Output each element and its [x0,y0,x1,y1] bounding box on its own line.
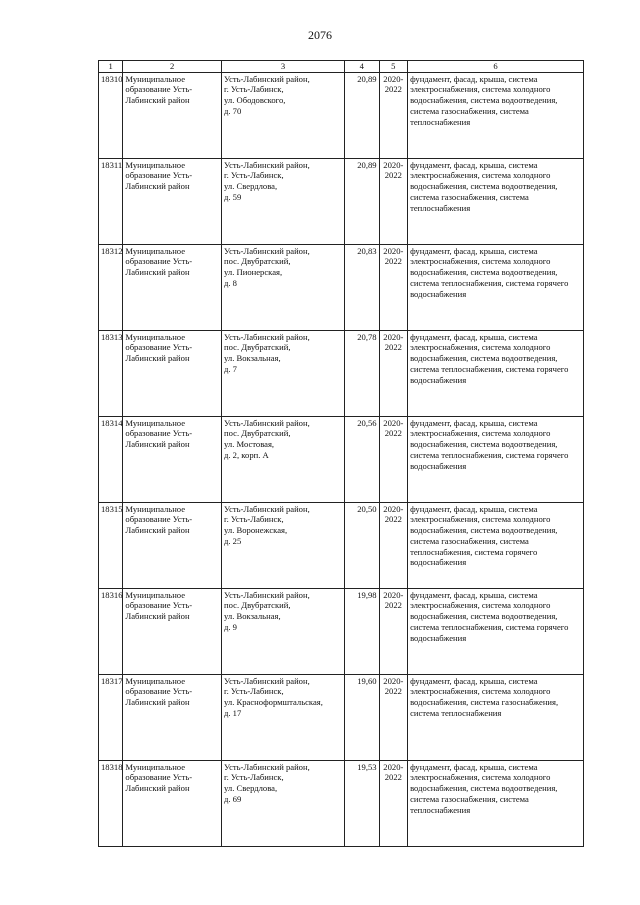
municipality-cell: Муниципальное образование Усть-Лабинский район [123,244,222,330]
address-line: Усть-Лабинский район, [224,589,310,600]
area-cell: 19,53 [345,760,380,846]
column-header-6: 6 [408,61,584,73]
row-number: 18317 [99,674,123,760]
address-line: г. Усть-Лабинск, [224,772,284,783]
address-line: д. 69 [224,793,242,804]
address-line: г. Усть-Лабинск, [224,686,284,697]
address-line: Усть-Лабинский район, [224,417,310,428]
address-line: Усть-Лабинский район, [224,159,310,170]
works-cell: фундамент, фасад, крыша, система электроснабжения, система холодного водоснабжения, система водоотведения, система теплоснабжения, система горячего водоснабжения [408,244,584,330]
column-header-3: 3 [222,61,345,73]
address-line: Усть-Лабинский район, [224,761,310,772]
address-cell [222,588,345,674]
period-cell: 2020-2022 [379,760,407,846]
area-cell: 20,56 [345,416,380,502]
row-number: 18315 [99,502,123,588]
housing-repair-table [98,60,584,847]
area-cell: 20,78 [345,330,380,416]
municipality-cell: Муниципальное образование Усть-Лабинский район [123,72,222,158]
table-row [99,72,584,158]
address-line: д. 17 [224,707,242,718]
municipality-cell: Муниципальное образование Усть-Лабинский район [123,158,222,244]
area-cell: 20,50 [345,502,380,588]
table-row [99,416,584,502]
table-row [99,330,584,416]
address-line: Усть-Лабинский район, [224,73,310,84]
address-line: Усть-Лабинский район, [224,331,310,342]
address-line: Усть-Лабинский район, [224,675,310,686]
address-line: д. 2, корп. А [224,449,269,460]
address-line: д. 70 [224,105,242,116]
address-cell [222,244,345,330]
municipality-cell: Муниципальное образование Усть-Лабинский район [123,502,222,588]
period-cell: 2020-2022 [379,416,407,502]
period-cell: 2020-2022 [379,158,407,244]
municipality-cell: Муниципальное образование Усть-Лабинский район [123,330,222,416]
address-line: пос. Двубратский, [224,256,291,267]
municipality-cell: Муниципальное образование Усть-Лабинский район [123,760,222,846]
period-cell: 2020-2022 [379,502,407,588]
works-cell: фундамент, фасад, крыша, система электроснабжения, система холодного водоснабжения, система водоотведения, система теплоснабжения, система горячего водоснабжения [408,588,584,674]
works-cell: фундамент, фасад, крыша, система электроснабжения, система холодного водоснабжения, система водоотведения, система газоснабжения, система теплоснабжения, система горячего водоснабжения [408,502,584,588]
row-number: 18310 [99,72,123,158]
table-row [99,502,584,588]
row-number: 18312 [99,244,123,330]
area-cell: 20,89 [345,158,380,244]
period-cell: 2020-2022 [379,72,407,158]
address-cell [222,760,345,846]
address-line: г. Усть-Лабинск, [224,84,284,95]
row-number: 18313 [99,330,123,416]
address-cell [222,158,345,244]
address-line: д. 25 [224,535,242,546]
address-cell [222,502,345,588]
table-row [99,760,584,846]
table-row [99,158,584,244]
period-cell: 2020-2022 [379,330,407,416]
row-number: 18311 [99,158,123,244]
column-header-1: 1 [99,61,123,73]
table-header-row [99,61,584,73]
address-cell [222,674,345,760]
address-cell [222,72,345,158]
works-cell: фундамент, фасад, крыша, система электроснабжения, система холодного водоснабжения, система водоотведения, система теплоснабжения, система горячего водоснабжения [408,416,584,502]
address-line: пос. Двубратский, [224,342,291,353]
address-line: ул. Мостовая, [224,439,275,450]
works-cell: фундамент, фасад, крыша, система электроснабжения, система холодного водоснабжения, система водоотведения, система газоснабжения, система теплоснабжения [408,760,584,846]
table-row [99,588,584,674]
area-cell: 20,89 [345,72,380,158]
address-line: д. 9 [224,621,237,632]
address-line: ул. Свердлова, [224,783,278,794]
column-header-5: 5 [379,61,407,73]
period-cell: 2020-2022 [379,588,407,674]
table-row [99,674,584,760]
address-line: ул. Воронежская, [224,525,288,536]
row-number: 18314 [99,416,123,502]
address-line: Усть-Лабинский район, [224,503,310,514]
works-cell: фундамент, фасад, крыша, система электроснабжения, система холодного водоснабжения, система водоотведения, система теплоснабжения, система горячего водоснабжения [408,330,584,416]
period-cell: 2020-2022 [379,674,407,760]
address-line: ул. Пионерская, [224,267,283,278]
address-cell [222,330,345,416]
row-number: 18318 [99,760,123,846]
address-line: пос. Двубратский, [224,600,291,611]
address-line: г. Усть-Лабинск, [224,170,284,181]
works-cell: фундамент, фасад, крыша, система электроснабжения, система холодного водоснабжения, система водоотведения, система газоснабжения, система теплоснабжения [408,158,584,244]
address-line: д. 8 [224,277,237,288]
works-cell: фундамент, фасад, крыша, система электроснабжения, система холодного водоснабжения, система газоснабжения, система теплоснабжения [408,674,584,760]
address-line: Усть-Лабинский район, [224,245,310,256]
row-number: 18316 [99,588,123,674]
column-header-4: 4 [345,61,380,73]
address-line: ул. Вокзальная, [224,353,281,364]
municipality-cell: Муниципальное образование Усть-Лабинский район [123,416,222,502]
address-line: ул. Свердлова, [224,181,278,192]
address-line: ул. Ободовского, [224,95,286,106]
address-line: пос. Двубратский, [224,428,291,439]
works-cell: фундамент, фасад, крыша, система электроснабжения, система холодного водоснабжения, система водоотведения, система газоснабжения, система теплоснабжения [408,72,584,158]
address-line: ул. Красноформштальская, [224,697,323,708]
table-row [99,244,584,330]
page-number: 2076 [308,28,332,42]
period-cell: 2020-2022 [379,244,407,330]
address-line: д. 7 [224,363,237,374]
address-line: д. 59 [224,191,242,202]
area-cell: 19,60 [345,674,380,760]
address-line: ул. Вокзальная, [224,611,281,622]
address-line: г. Усть-Лабинск, [224,514,284,525]
municipality-cell: Муниципальное образование Усть-Лабинский район [123,588,222,674]
area-cell: 20,83 [345,244,380,330]
column-header-2: 2 [123,61,222,73]
area-cell: 19,98 [345,588,380,674]
address-cell [222,416,345,502]
municipality-cell: Муниципальное образование Усть-Лабинский район [123,674,222,760]
